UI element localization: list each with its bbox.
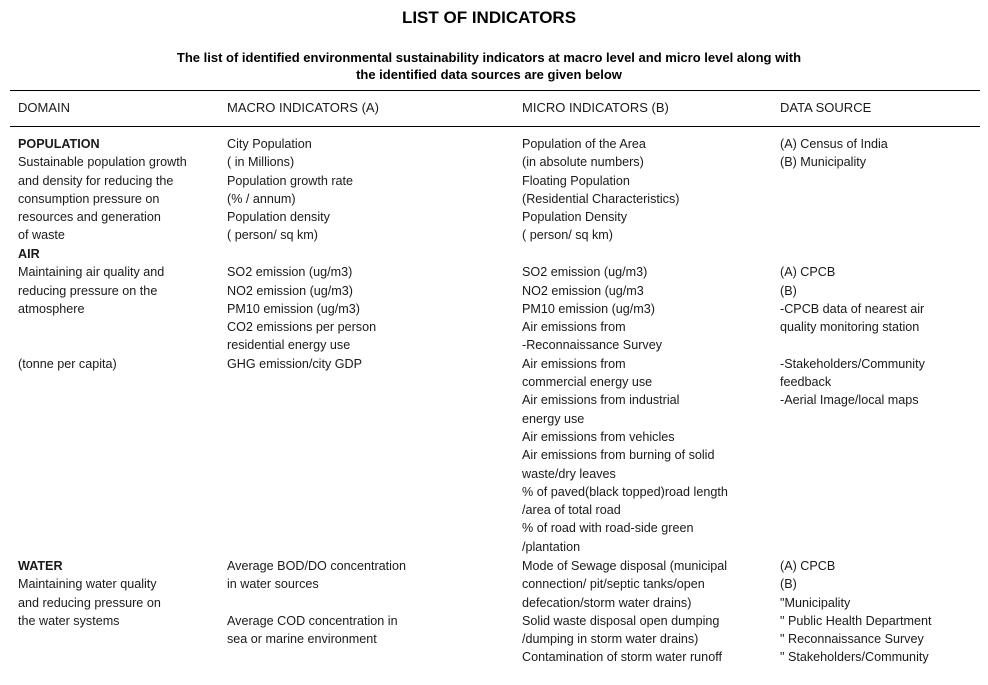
micro-indicator-line: Air emissions from	[522, 320, 626, 335]
micro-indicator-line: /dumping in storm water drains)	[522, 632, 699, 647]
air-micro-cell	[522, 245, 772, 556]
domain-text-line: atmosphere	[18, 301, 85, 316]
domain-text-line: consumption pressure on	[18, 191, 160, 206]
data-source-line: quality monitoring station	[780, 320, 920, 335]
data-source-line: -CPCB data of nearest air	[780, 301, 925, 316]
header-data-source: DATA SOURCE	[780, 100, 872, 115]
population-source-cell	[780, 135, 980, 172]
air-macro-cell	[227, 245, 512, 373]
macro-indicator-line: Average BOD/DO concentration	[227, 559, 406, 573]
micro-indicator-line: defecation/storm water drains)	[522, 595, 692, 610]
water-domain-cell	[18, 557, 218, 630]
micro-indicator-line: ( person/ sq km)	[522, 228, 613, 243]
micro-indicator-line: NO2 emission (ug/m3	[522, 283, 644, 298]
macro-indicator-line: PM10 emission (ug/m3)	[227, 301, 360, 316]
page-title: LIST OF INDICATORS	[401, 8, 577, 27]
domain-heading-water: WATER	[18, 559, 63, 573]
macro-indicator-line: SO2 emission (ug/m3)	[227, 265, 353, 280]
macro-indicator-line: GHG emission/city GDP	[227, 356, 363, 371]
data-source-line: -Stakeholders/Community	[780, 356, 925, 371]
domain-text-line: of waste	[18, 228, 65, 243]
micro-indicator-line: Air emissions from burning of solid	[522, 448, 715, 463]
domain-text-line: and reducing pressure on	[18, 595, 161, 610]
data-source-line: "Municipality	[780, 595, 851, 610]
table-top-rule	[10, 90, 980, 91]
population-domain-cell	[18, 135, 218, 245]
data-source-line: " Stakeholders/Community	[780, 650, 929, 665]
macro-indicator-line: in water sources	[227, 577, 319, 592]
domain-text-line: Sustainable population growth	[18, 155, 187, 170]
macro-indicator-line: Population growth rate	[227, 173, 354, 188]
macro-indicator-line: ( in Millions)	[227, 155, 295, 170]
header-macro-indicators: MACRO INDICATORS (A)	[227, 100, 379, 115]
micro-indicator-line: energy use	[522, 411, 585, 426]
micro-indicator-line: Population Density	[522, 210, 628, 225]
macro-indicator-line: ( person/ sq km)	[227, 228, 318, 243]
macro-indicator-line: Population density	[227, 210, 330, 225]
domain-heading-air: AIR	[18, 247, 40, 261]
micro-indicator-line: Mode of Sewage disposal (municipal	[522, 559, 728, 573]
micro-indicator-line: (Residential Characteristics)	[522, 191, 680, 206]
micro-indicator-line: -Reconnaissance Survey	[522, 338, 663, 353]
macro-indicator-line: residential energy use	[227, 338, 351, 353]
macro-indicator-line: CO2 emissions per person	[227, 320, 377, 335]
data-source-line: (B)	[780, 283, 797, 298]
data-source-line: (B)	[780, 577, 797, 592]
header-domain: DOMAIN	[18, 100, 70, 115]
macro-indicator-line: Average COD concentration in	[227, 613, 398, 628]
data-source-line: " Reconnaissance Survey	[780, 632, 924, 647]
intro-text	[0, 49, 978, 83]
air-domain-cell	[18, 245, 218, 373]
micro-indicator-line: Contamination of storm water runoff	[522, 650, 722, 665]
micro-indicator-line: /plantation	[522, 539, 581, 554]
data-source-line	[780, 245, 980, 263]
domain-text-line: the water systems	[18, 613, 120, 628]
macro-indicator-line: (% / annum)	[227, 191, 296, 206]
micro-indicator-line: Air emissions from	[522, 356, 626, 371]
data-source-line	[780, 336, 980, 354]
data-source-line: feedback	[780, 375, 832, 390]
data-source-line: -Aerial Image/local maps	[780, 393, 919, 408]
water-macro-cell	[227, 557, 512, 648]
intro-line-1: The list of identified environmental sustainability indicators at macro level and micro level along with	[176, 50, 802, 65]
domain-text-line: and density for reducing the	[18, 173, 174, 188]
macro-indicator-line: City Population	[227, 137, 312, 151]
micro-indicator-line: SO2 emission (ug/m3)	[522, 265, 648, 280]
micro-indicator-line: waste/dry leaves	[522, 466, 616, 481]
domain-text-line	[18, 336, 218, 354]
population-micro-cell	[522, 135, 772, 245]
data-source-line: (B) Municipality	[780, 155, 867, 170]
macro-indicator-line: NO2 emission (ug/m3)	[227, 283, 353, 298]
water-source-cell	[780, 557, 980, 667]
micro-indicator-line: (in absolute numbers)	[522, 155, 644, 170]
micro-indicator-line: Solid waste disposal open dumping	[522, 613, 720, 628]
micro-indicator-line: Air emissions from industrial	[522, 393, 680, 408]
micro-indicator-line: PM10 emission (ug/m3)	[522, 301, 655, 316]
macro-indicator-line	[227, 245, 512, 263]
domain-text-line: Maintaining water quality	[18, 577, 157, 592]
micro-indicator-line: commercial energy use	[522, 375, 653, 390]
data-source-line: (A) CPCB	[780, 559, 836, 573]
micro-indicator-line: Floating Population	[522, 173, 630, 188]
population-macro-cell	[227, 135, 512, 245]
domain-text-line: Maintaining air quality and	[18, 265, 165, 280]
domain-text-line: (tonne per capita)	[18, 356, 117, 371]
micro-indicator-line: /area of total road	[522, 503, 621, 518]
domain-text-line: resources and generation	[18, 210, 161, 225]
macro-indicator-line: sea or marine environment	[227, 632, 377, 647]
intro-line-2: the identified data sources are given below	[356, 67, 622, 82]
micro-indicator-line: % of paved(black topped)road length	[522, 484, 728, 499]
air-source-cell	[780, 245, 980, 410]
micro-indicator-line	[522, 245, 772, 263]
table-header-rule	[10, 126, 980, 127]
micro-indicator-line: Air emissions from vehicles	[522, 429, 675, 444]
header-micro-indicators: MICRO INDICATORS (B)	[522, 100, 669, 115]
data-source-line: (A) CPCB	[780, 265, 836, 280]
domain-heading-population: POPULATION	[18, 137, 100, 151]
domain-text-line	[18, 318, 218, 336]
micro-indicator-line: % of road with road-side green	[522, 521, 694, 536]
data-source-line: " Public Health Department	[780, 613, 932, 628]
micro-indicator-line: connection/ pit/septic tanks/open	[522, 577, 705, 592]
water-micro-cell	[522, 557, 772, 667]
domain-text-line: reducing pressure on the	[18, 283, 158, 298]
data-source-line: (A) Census of India	[780, 137, 888, 151]
macro-indicator-line	[227, 594, 512, 612]
micro-indicator-line: Population of the Area	[522, 137, 646, 151]
